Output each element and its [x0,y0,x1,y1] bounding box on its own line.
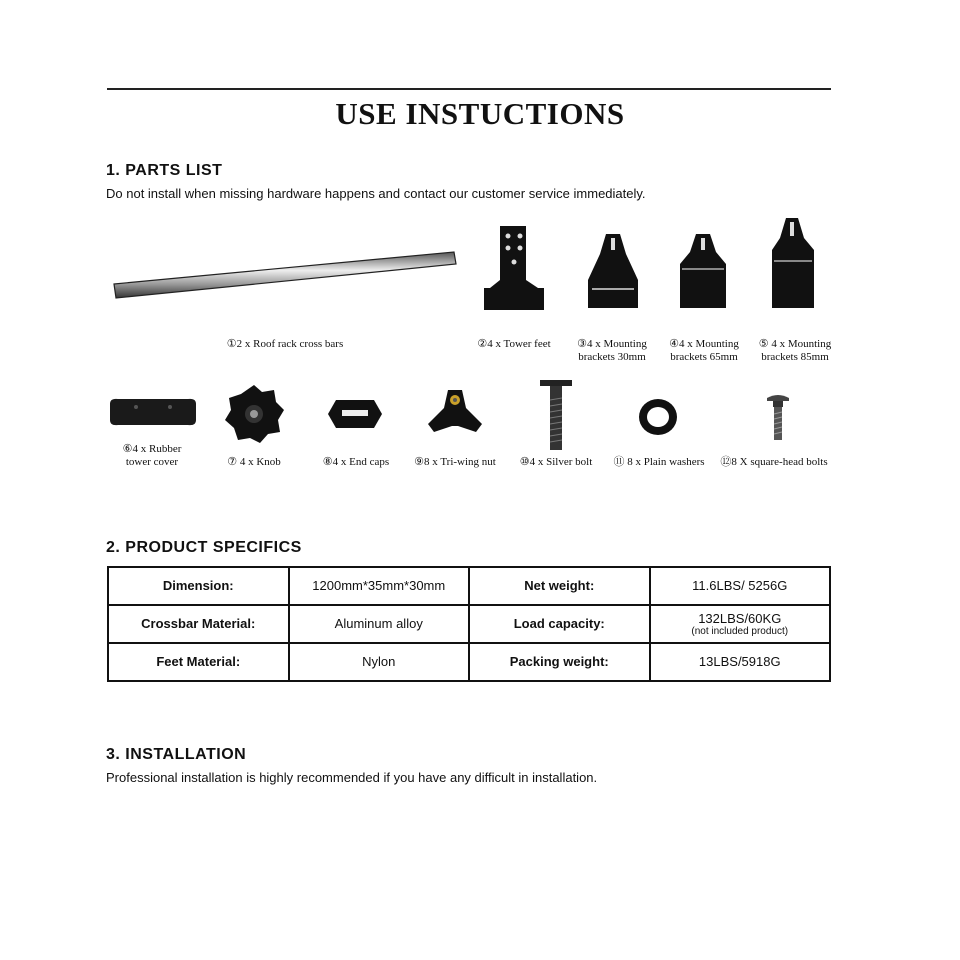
spec-value: 11.6LBS/ 5256G [650,567,831,605]
installation-heading: 3. INSTALLATION [106,746,247,763]
spec-value-note: (not included product) [691,625,789,637]
part-caption [652,338,756,364]
table-row [108,643,830,681]
spec-value: 1200mm*35mm*30mm [289,567,470,605]
part-caption-line1: ④4 x Mounting [669,338,739,350]
rubber-cover-icon [106,394,200,430]
end-cap-icon [326,396,384,432]
part-caption: ⑪ 8 x Plain washers [613,456,705,468]
knob-icon [222,382,286,446]
table-row [108,605,830,643]
part-caption: ②4 x Tower feet [477,338,551,350]
part-caption: ⑫8 X square-head bolts [720,456,828,468]
bracket-85-icon [768,214,818,312]
page-title: USE INSTUCTIONS [335,96,625,131]
part-caption: ①2 x Roof rack cross bars [226,338,344,350]
roof-bar-icon [110,246,460,304]
spec-key: Packing weight: [469,643,650,681]
tower-foot-icon [480,222,548,312]
spec-value: Nylon [289,643,470,681]
part-caption-line1: ③4 x Mounting [577,338,647,350]
spec-value: Aluminum alloy [289,605,470,643]
part-caption-line2: brackets 30mm [578,351,646,363]
part-caption-line2: tower cover [125,456,179,468]
spec-key: Crossbar Material: [108,605,289,643]
part-caption-line2: brackets 85mm [761,351,829,363]
part-caption-line2: brackets 65mm [670,351,738,363]
part-caption: ⑧4 x End caps [322,456,390,468]
spec-table [107,566,831,682]
installation-note: Professional installation is highly recommended if you have any difficult in installation. [106,770,598,785]
parts-list-heading: 1. PARTS LIST [106,162,223,179]
washer-icon [636,396,680,438]
tri-wing-nut-icon [426,386,484,436]
top-rule [107,88,831,90]
part-caption: ⑩4 x Silver bolt [519,456,593,468]
bracket-30-icon [584,230,642,312]
bracket-65-icon [676,230,730,312]
spec-key: Load capacity: [469,605,650,643]
table-row [108,567,830,605]
part-caption: ⑨8 x Tri-wing nut [414,456,496,468]
parts-list-note: Do not install when missing hardware happens and contact our customer service immediately. [106,186,646,201]
square-head-bolt-icon [764,392,792,442]
spec-value-cell [650,605,831,643]
silver-bolt-icon [538,378,574,452]
spec-value: 13LBS/5918G [650,643,831,681]
spec-key: Dimension: [108,567,289,605]
part-caption-line1: ⑤ 4 x Mounting [758,338,832,350]
part-caption [100,443,204,469]
spec-value: 132LBS/60KG [698,610,782,626]
part-caption: ⑦ 4 x Knob [227,456,281,468]
spec-key: Feet Material: [108,643,289,681]
product-specifics-heading: 2. PRODUCT SPECIFICS [106,539,302,556]
part-caption-line1: ⑥4 x Rubber [122,443,182,455]
spec-key: Net weight: [469,567,650,605]
part-caption [745,338,845,364]
part-caption [560,338,664,364]
